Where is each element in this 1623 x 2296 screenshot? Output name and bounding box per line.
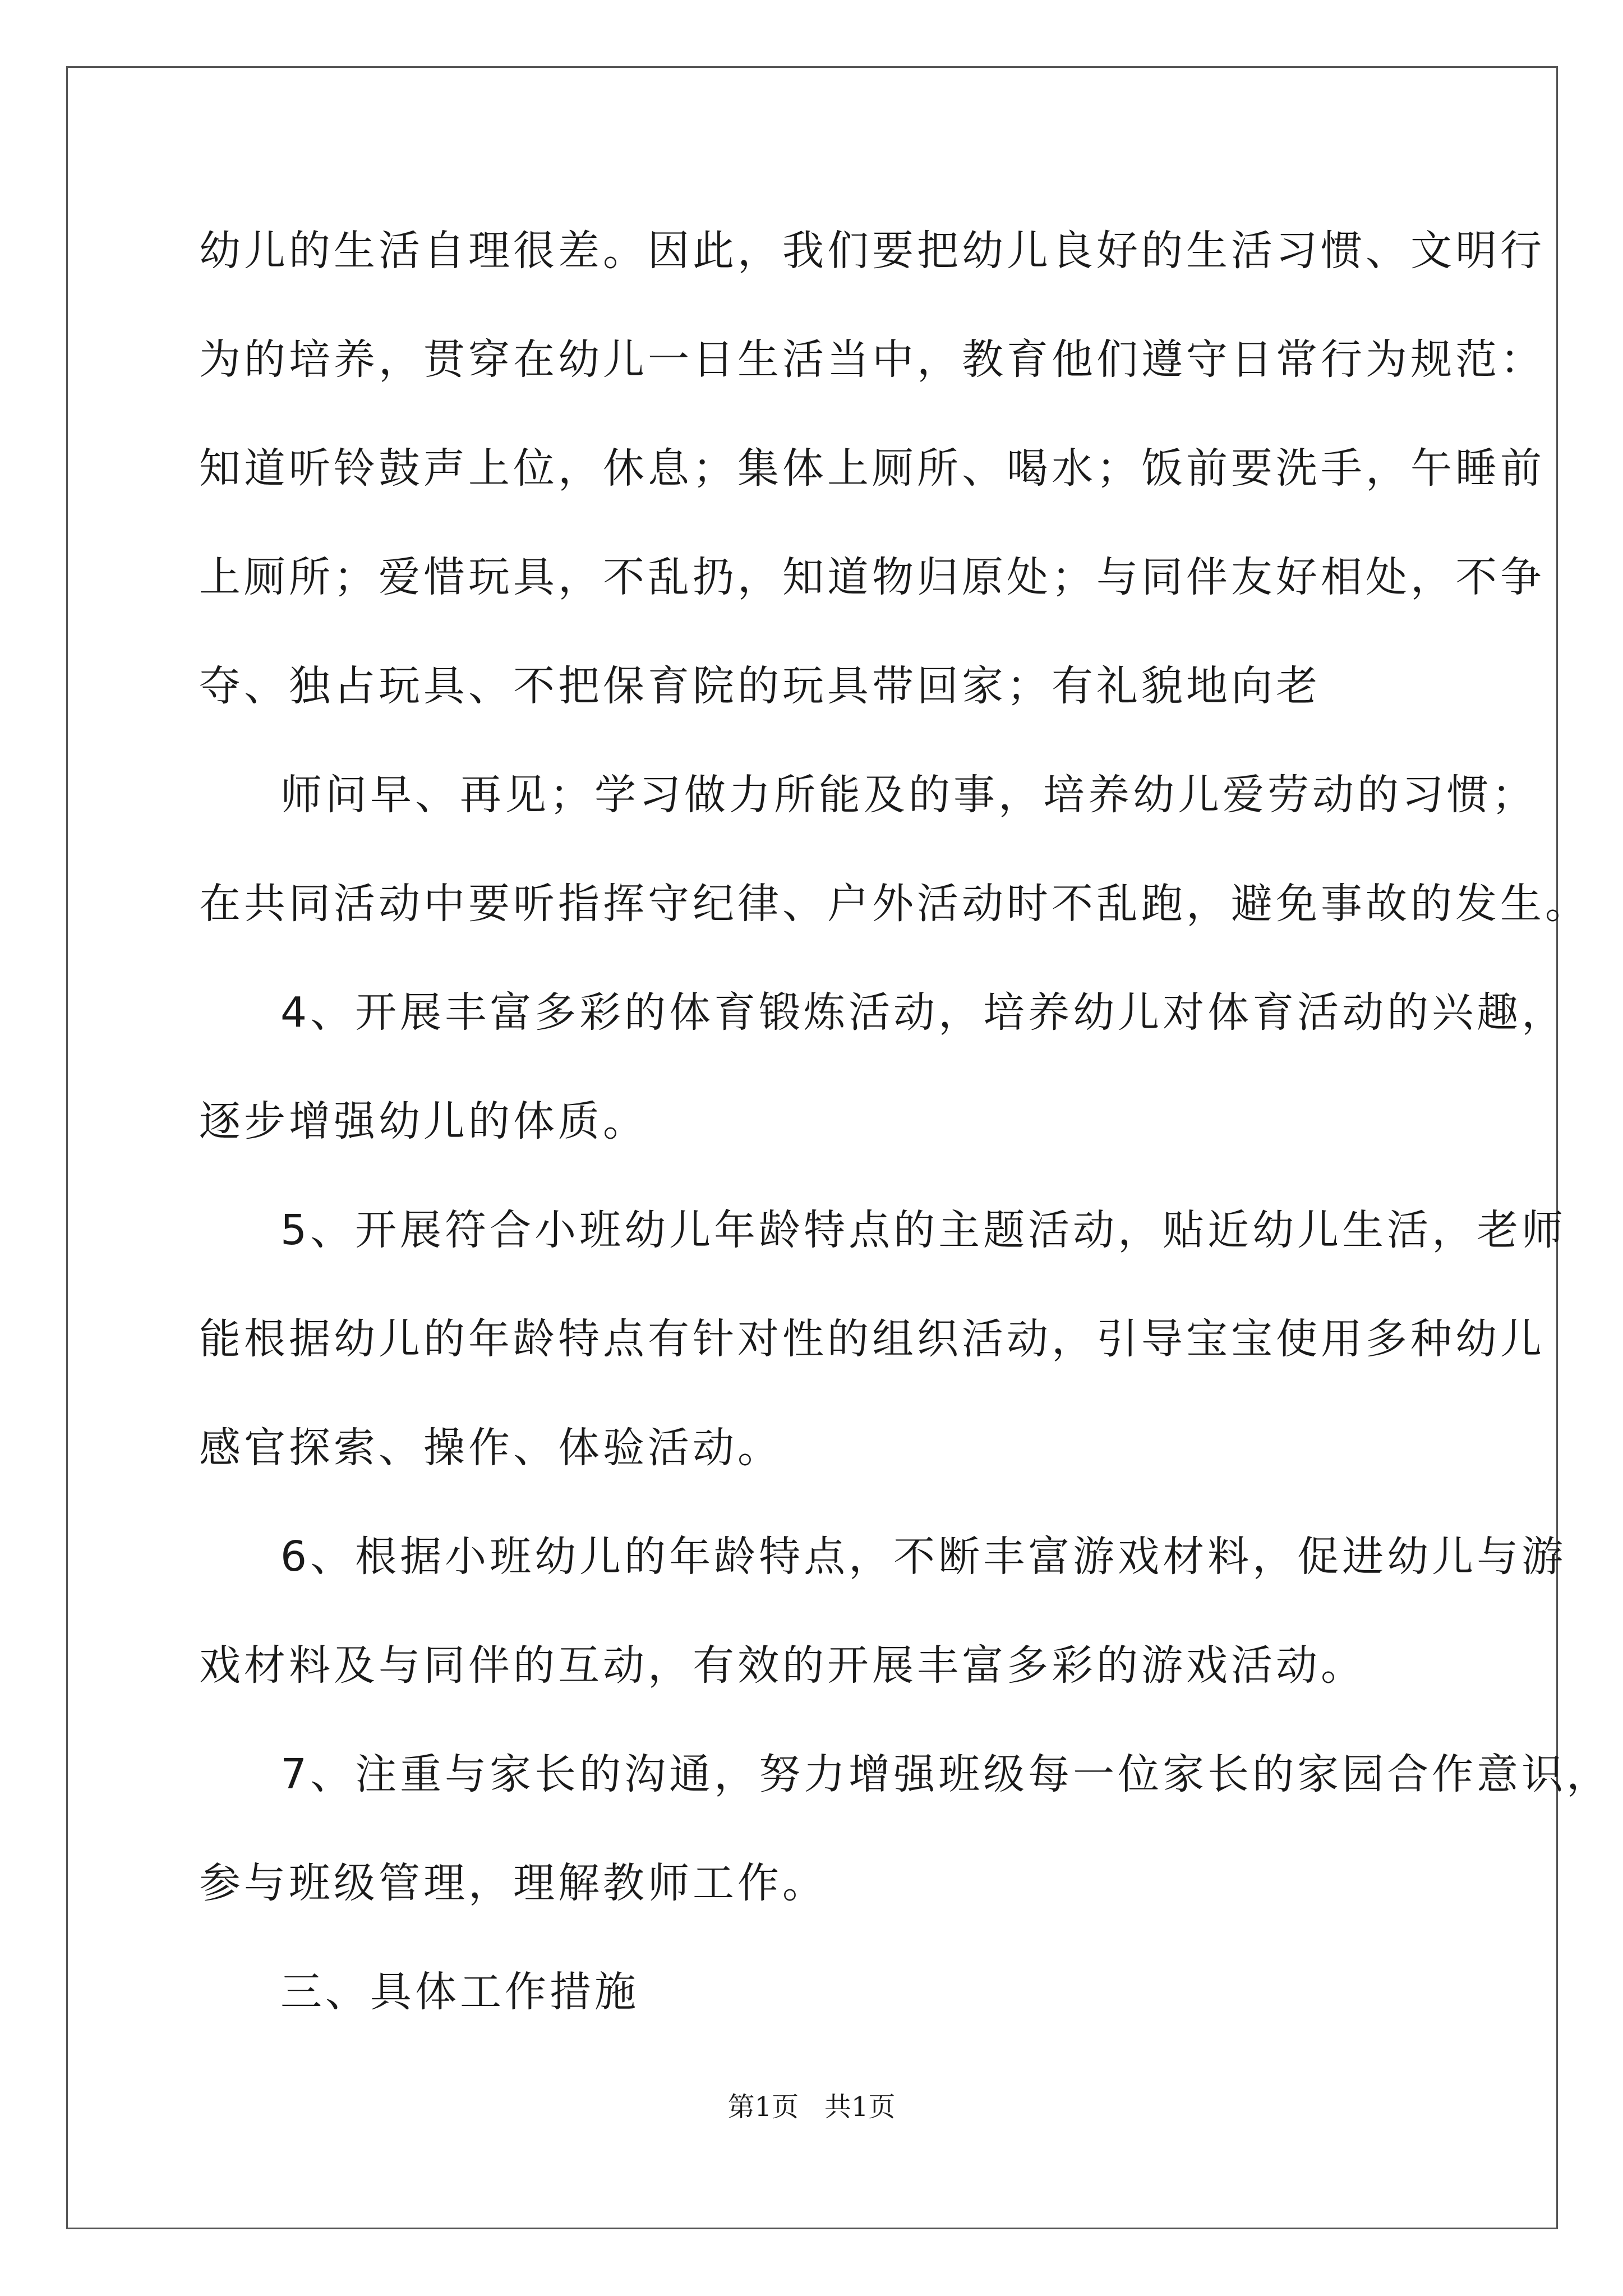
body-text-line: 逐步增强幼儿的体质。	[199, 1097, 648, 1145]
body-text-line: 幼儿的生活自理很差。因此，我们要把幼儿良好的生活习惯、文明行	[199, 227, 1545, 275]
body-text-line: 参与班级管理，理解教师工作。	[199, 1859, 827, 1907]
body-text-line: 在共同活动中要听指挥守纪律、户外活动时不乱跑，避免事故的发生。	[199, 880, 1590, 928]
list-item-6: 6、根据小班幼儿的年龄特点，不断丰富游戏材料，促进幼儿与游	[280, 1533, 1567, 1581]
list-item-7: 7、注重与家长的沟通，努力增强班级每一位家长的家园合作意识，	[280, 1750, 1612, 1798]
body-text-line: 为的培养，贯穿在幼儿一日生活当中，教育他们遵守日常行为规范：	[199, 335, 1545, 384]
body-text-line: 能根据幼儿的年龄特点有针对性的组织活动，引导宝宝使用多种幼儿	[199, 1315, 1545, 1363]
body-text-line: 上厕所；爱惜玩具，不乱扔，知道物归原处；与同伴友好相处，不争	[199, 553, 1545, 601]
list-item-5: 5、开展符合小班幼儿年龄特点的主题活动，贴近幼儿生活，老师	[280, 1206, 1567, 1254]
section-heading: 三、具体工作措施	[280, 1968, 639, 2016]
body-text-line: 戏材料及与同伴的互动，有效的开展丰富多彩的游戏活动。	[199, 1641, 1366, 1690]
body-text-line: 师问早、再见；学习做力所能及的事，培养幼儿爱劳动的习惯；	[280, 771, 1537, 819]
body-text-line: 夺、独占玩具、不把保育院的玩具带回家；有礼貌地向老	[199, 662, 1321, 710]
list-item-4: 4、开展丰富多彩的体育锻炼活动，培养幼儿对体育活动的兴趣，	[280, 988, 1567, 1037]
body-text-line: 感官探索、操作、体验活动。	[199, 1424, 782, 1472]
page-number-footer: 第1页 共1页	[727, 2091, 896, 2123]
body-text-line: 知道听铃鼓声上位，休息；集体上厕所、喝水；饭前要洗手，午睡前	[199, 444, 1545, 493]
